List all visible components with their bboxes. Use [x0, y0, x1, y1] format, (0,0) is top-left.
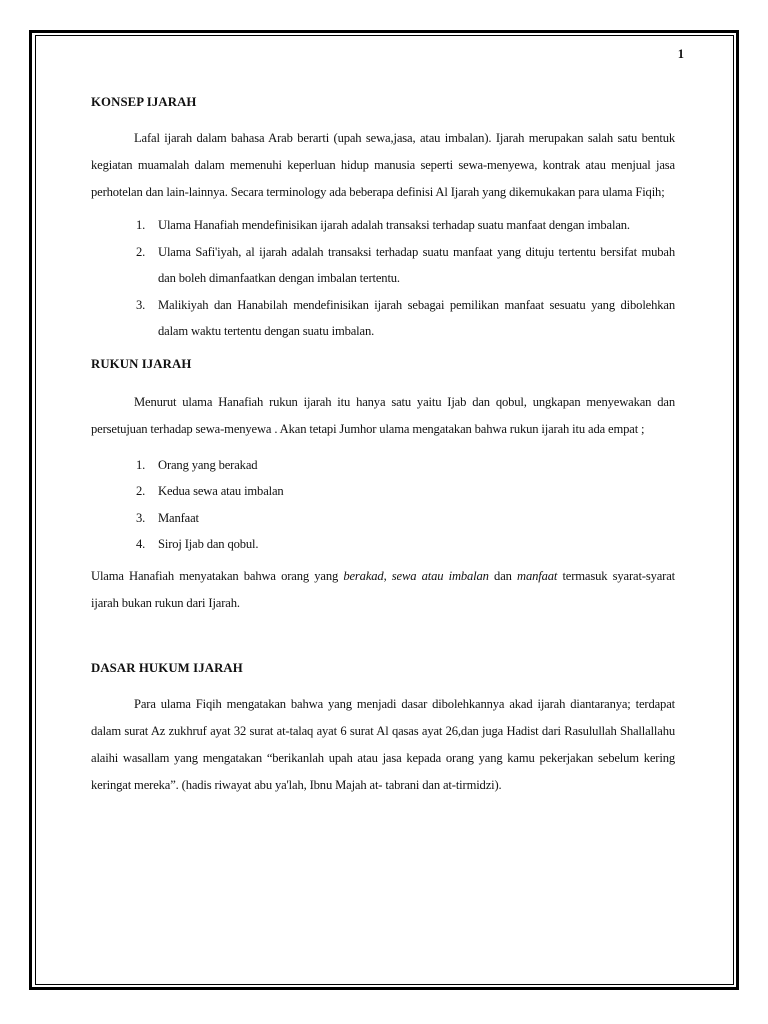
list-item — [91, 212, 675, 239]
list-item — [91, 505, 675, 532]
list-number: 3. — [136, 297, 146, 312]
text-run: termasuk syarat-syarat ijarah bukan rukun dari Ijarah. — [91, 568, 676, 610]
heading-konsep-ijarah: KONSEP IJARAH — [91, 95, 197, 109]
list-item-text: Manfaat — [158, 510, 199, 525]
list-number: 1. — [136, 218, 146, 232]
list-item-text: Kedua sewa atau imbalan — [158, 484, 284, 498]
text-run: Ulama Hanafiah menyatakan bahwa orang yang — [91, 568, 344, 583]
list-number: 1. — [136, 457, 146, 472]
paragraph-rukun: Menurut ulama Hanafiah rukun ijarah itu hanya satu yaitu Ijab dan qobul, ungkapan menyewakan dan persetujuan terhadap sewa-menyewa . Akan tetapi Jumhor ulama mengatakan bahwa rukun ijarah itu ada empat ; — [91, 394, 675, 436]
list-item-text: Siroj Ijab dan qobul. — [158, 537, 259, 551]
paragraph-konsep: Lafal ijarah dalam bahasa Arab berarti (upah sewa,jasa, atau imbalan). Ijarah merupakan salah satu bentuk kegiatan muamalah dalam memenuhi keperluan hidup manusia seperti sewa-menyewa, kontrak atau menjual jasa perhotelan dan lain-lainnya. Secara terminology ada beberapa definisi Al Ijarah yang dikemukakan para ulama Fiqih; — [91, 131, 675, 199]
list-item — [91, 452, 675, 479]
list-number: 3. — [136, 510, 146, 525]
list-number: 4. — [136, 537, 146, 551]
list-item-text: Malikiyah dan Hanabilah mendefinisikan ijarah sebagai pemilikan manfaat sesuatu yang dibolehkan dalam waktu tertentu dengan suatu imbalan. — [158, 297, 675, 338]
paragraph-dasar-hukum: Para ulama Fiqih mengatakan bahwa yang menjadi dasar dibolehkannya akad ijarah diantaranya; terdapat dalam surat Az zukhruf ayat 32 surat at-talaq ayat 6 surat Al qasas ayat 26,dan juga Hadist dari Rasulullah Shallallahu alaihi wasallam yang mengatakan “berikanlah upah atau jasa kepada orang yang kamu pekerjakan sebelum kering keringat mereka”. (hadis riwayat abu ya'lah, Ibnu Majah at- tabrani dan at-tirmidzi). — [91, 696, 675, 792]
text-run: dan — [488, 568, 517, 583]
list-item-text: Ulama Safi'iyah, al ijarah adalah transaksi terhadap suatu manfaat yang dituju tertentu bersifat mubah dan boleh dimanfaatkan dengan imbalan tertentu. — [158, 244, 675, 285]
list-item-text: Orang yang berakad — [158, 457, 258, 472]
list-item-text: Ulama Hanafiah mendefinisikan ijarah adalah transaksi terhadap suatu manfaat dengan imbalan. — [158, 218, 630, 232]
list-rukun-ijarah — [91, 452, 675, 558]
list-number: 2. — [136, 244, 146, 259]
paragraph-rukun-note — [91, 563, 675, 617]
page-number: 1 — [677, 47, 684, 61]
italic-term-berakad: berakad — [343, 568, 384, 583]
italic-term-sewa: sewa atau imbalan — [391, 568, 489, 583]
list-number: 2. — [136, 484, 146, 498]
list-item — [91, 239, 675, 292]
list-item — [91, 478, 675, 505]
document-body — [91, 93, 675, 799]
heading-dasar-hukum-ijarah: DASAR HUKUM IJARAH — [91, 660, 243, 675]
text-run: , — [383, 568, 392, 583]
list-item — [91, 531, 675, 558]
italic-term-manfaat: manfaat — [517, 568, 558, 583]
list-item — [91, 292, 675, 345]
heading-rukun-ijarah: RUKUN IJARAH — [91, 356, 192, 371]
list-definisi-ijarah — [91, 212, 675, 345]
